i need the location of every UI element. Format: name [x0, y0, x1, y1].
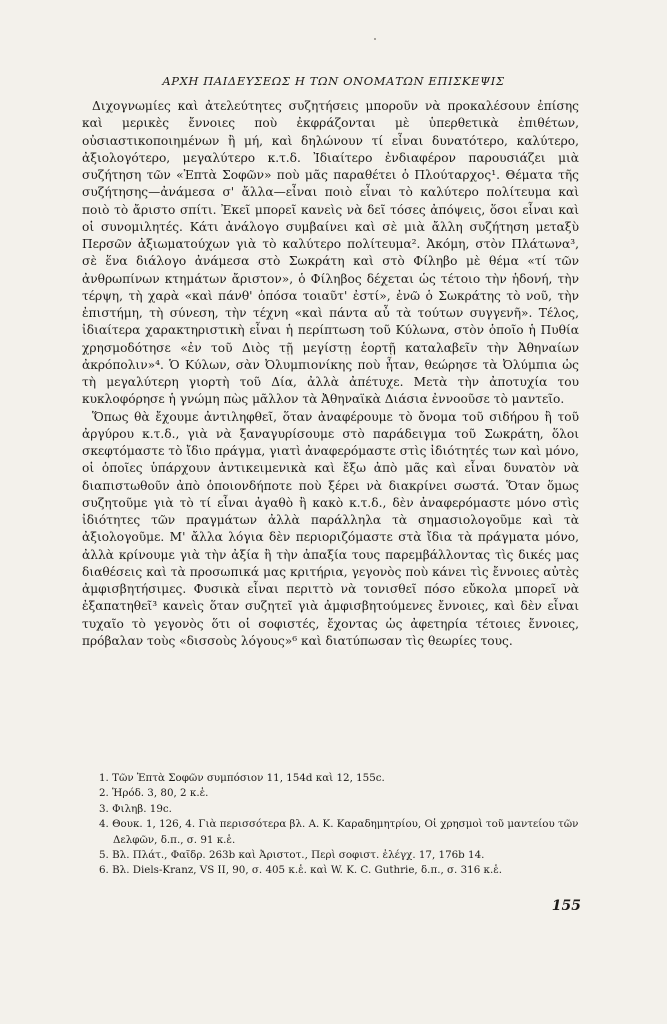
footnote: 1. Τῶν Ἑπτὰ Σοφῶν συμπόσιον 11, 154d καὶ 12, 155c.: [99, 772, 385, 784]
running-header: ΑΡΧΗ ΠΑΙΔΕΥΣΕΩΣ Η ΤΩΝ ΟΝΟΜΑΤΩΝ ΕΠΙΣΚΕΨΙΣ: [162, 74, 505, 88]
print-speck: [374, 38, 376, 40]
page-number: 155: [551, 898, 581, 914]
footnote: 6. Βλ. Diels-Kranz, VS II, 90, σ. 405 κ.ἑ. καὶ W. K. C. Guthrie, δ.π., σ. 316 κ.ἑ.: [99, 864, 503, 877]
main-text: [82, 98, 579, 650]
footnote: 5. Βλ. Πλάτ., Φαῖδρ. 263b καὶ Ἀριστοτ., Περὶ σοφιστ. ἐλέγχ. 17, 176b 14.: [99, 849, 485, 862]
footnotes: [99, 771, 579, 879]
footnote: 3. Φιληβ. 19c.: [99, 802, 172, 815]
paragraph: Ὅπως θὰ ἔχουμε ἀντιληφθεῖ, ὅταν ἀναφέρουμε τὸ ὄνομα τοῦ σιδήρου ἢ τοῦ ἀργύρου κ.τ.δ., γιὰ νὰ ξαναγυρίσουμε στὸ παράδειγμα τοῦ Σωκράτη, ὅλοι σκεφτόμαστε τὸ ἴδιο πράγμα, γιατὶ ἀναφερόμαστε στὶς ἰδιότητές των καὶ μόνο, οἱ ὁποῖες ὑπάρχουν ἀντικειμενικὰ καὶ ἔξω ἀπὸ μᾶς καὶ εἶναι δυνατὸν νὰ διαπιστωθοῦν ἀπὸ ὁποιονδήποτε ποὺ ξέρει νὰ διακρίνει σωστά. Ὅταν ὅμως συζητοῦμε γιὰ τὸ τί εἶναι ἀγαθὸ ἢ κακὸ κ.τ.δ., δὲν ἀναφερόμαστε μόνο στὶς ἰδιότητες τῶν πραγμάτων ἀλλὰ παράλληλα τὰ σημασιολογοῦμε καὶ τὰ ἀξιολογοῦμε. Μ' ἄλλα λόγια δὲν περιοριζόμαστε στὰ ἴδια τὰ πράγματα μόνο, ἀλλὰ κρίνουμε γιὰ τὴν ἀξία ἢ τὴν ἀπαξία τους παρεμβάλλοντας τὶς δικές μας διαθέσεις καὶ τὰ προσωπικά μας κριτήρια, γεγονὸς ποὺ κάνει τὶς ἔννοιες αὐτὲς ἀμφισβητήσιμες. Φυσικὰ εἶναι περιττὸ νὰ τονισθεῖ πόσο εὔκολα μπορεῖ νὰ ἐξαπατηθεῖ³ κανεὶς ὅταν συζητεῖ γιὰ ἀμφισβητούμενες ἔννοιες, καὶ δὲν εἶναι τυχαῖο τὸ γεγονὸς ὅτι οἱ σοφιστές, ἔχοντας ὡς ἀφετηρία τέτοιες ἔννοιες, πρόβαλαν τοὺς «δισσοὺς λόγους»⁶ καὶ διατύπωσαν τὶς θεωρίες τους.: [82, 409, 579, 648]
paragraph: Διχογνωμίες καὶ ἀτελεύτητες συζητήσεις μποροῦν νὰ προκαλέσουν ἐπίσης καὶ μερικὲς ἔννοιες ποὺ ἐκφράζονται μὲ ὑπερθετικὰ ἐπιθέτων, οὐσιαστικοποιημένων ἢ μή, καὶ δηλώνουν τί εἶναι δυνατότερο, καλύτερο, ἀξιολογότερο, μεγαλύτερο κ.τ.δ. Ἰδιαίτερο ἐνδιαφέρον παρουσιάζει μιὰ συζήτηση τῶν «Ἑπτὰ Σοφῶν» ποὺ μᾶς παραθέτει ὁ Πλούταρχος¹. Θέματα τῆς συζήτησης—ἀνάμεσα σ' ἄλλα—εἶναι ποιὸ εἶναι τὸ καλύτερο πολίτευμα καὶ ποιὸ τὸ ἄριστο σπίτι. Ἐκεῖ μπορεῖ κανεὶς νὰ δεῖ τόσες ἀπόψεις, ὅσοι εἶναι καὶ οἱ συνομιλητές. Κάτι ἀνάλογο συμβαίνει καὶ σὲ μιὰ ἄλλη συζήτηση μεταξὺ Περσῶν ἀξιωματούχων γιὰ τὸ καλύτερο πολίτευμα². Ἀκόμη, στὸν Πλάτωνα³, σὲ ἕνα διάλογο ἀνάμεσα στὸ Σωκράτη καὶ στὸ Φίληβο μὲ θέμα «τί τῶν ἀνθρωπίνων κτημάτων ἄριστον», ὁ Φίληβος δέχεται ὡς τέτοιο τὴν ἡδονή, τὴν τέρψη, τὴ χαρὰ «καὶ πάνθ' ὁπόσα τοιαῦτ' ἐστί», ἐνῶ ὁ Σωκράτης τὸ νοῦ, τὴν ἐπιστήμη, τὴ σύνεση, τὴν τέχνη «καὶ πάντα αὖ τὰ τούτων συγγενῆ». Τέλος, ἰδιαίτερα χαρακτηριστικὴ εἶναι ἡ περίπτωση τοῦ Κύλωνα, στὸν ὁποῖο ἡ Πυθία χρησμοδότησε «ἐν τοῦ Διὸς τῇ μεγίστῃ ἑορτῇ καταλαβεῖν τὴν Ἀθηναίων ἀκρόπολιν»⁴. Ὁ Κύλων, σὰν Ὀλυμπιονίκης ποὺ ἦταν, θεώρησε τὰ Ὀλύμπια ὡς τὴ μεγαλύτερη γιορτὴ τοῦ Δία, ἀλλὰ ἀπέτυχε. Μετὰ τὴν ἀποτυχία του κυκλοφόρησε ἡ γνώμη πὼς μᾶλλον τὰ Ἀθηναϊκὰ Διάσια ἐννοοῦσε τὸ μαντεῖο.: [82, 99, 579, 407]
footnote: 4. Θουκ. 1, 126, 4. Γιὰ περισσότερα βλ. Α. Κ. Καραδημητρίου, Οἱ χρησμοὶ τοῦ μαντείου τῶν Δελφῶν, δ.π., σ. 91 κ.ἑ.: [99, 818, 579, 846]
footnote: 2. Ἡρόδ. 3, 80, 2 κ.ἑ.: [99, 787, 209, 800]
